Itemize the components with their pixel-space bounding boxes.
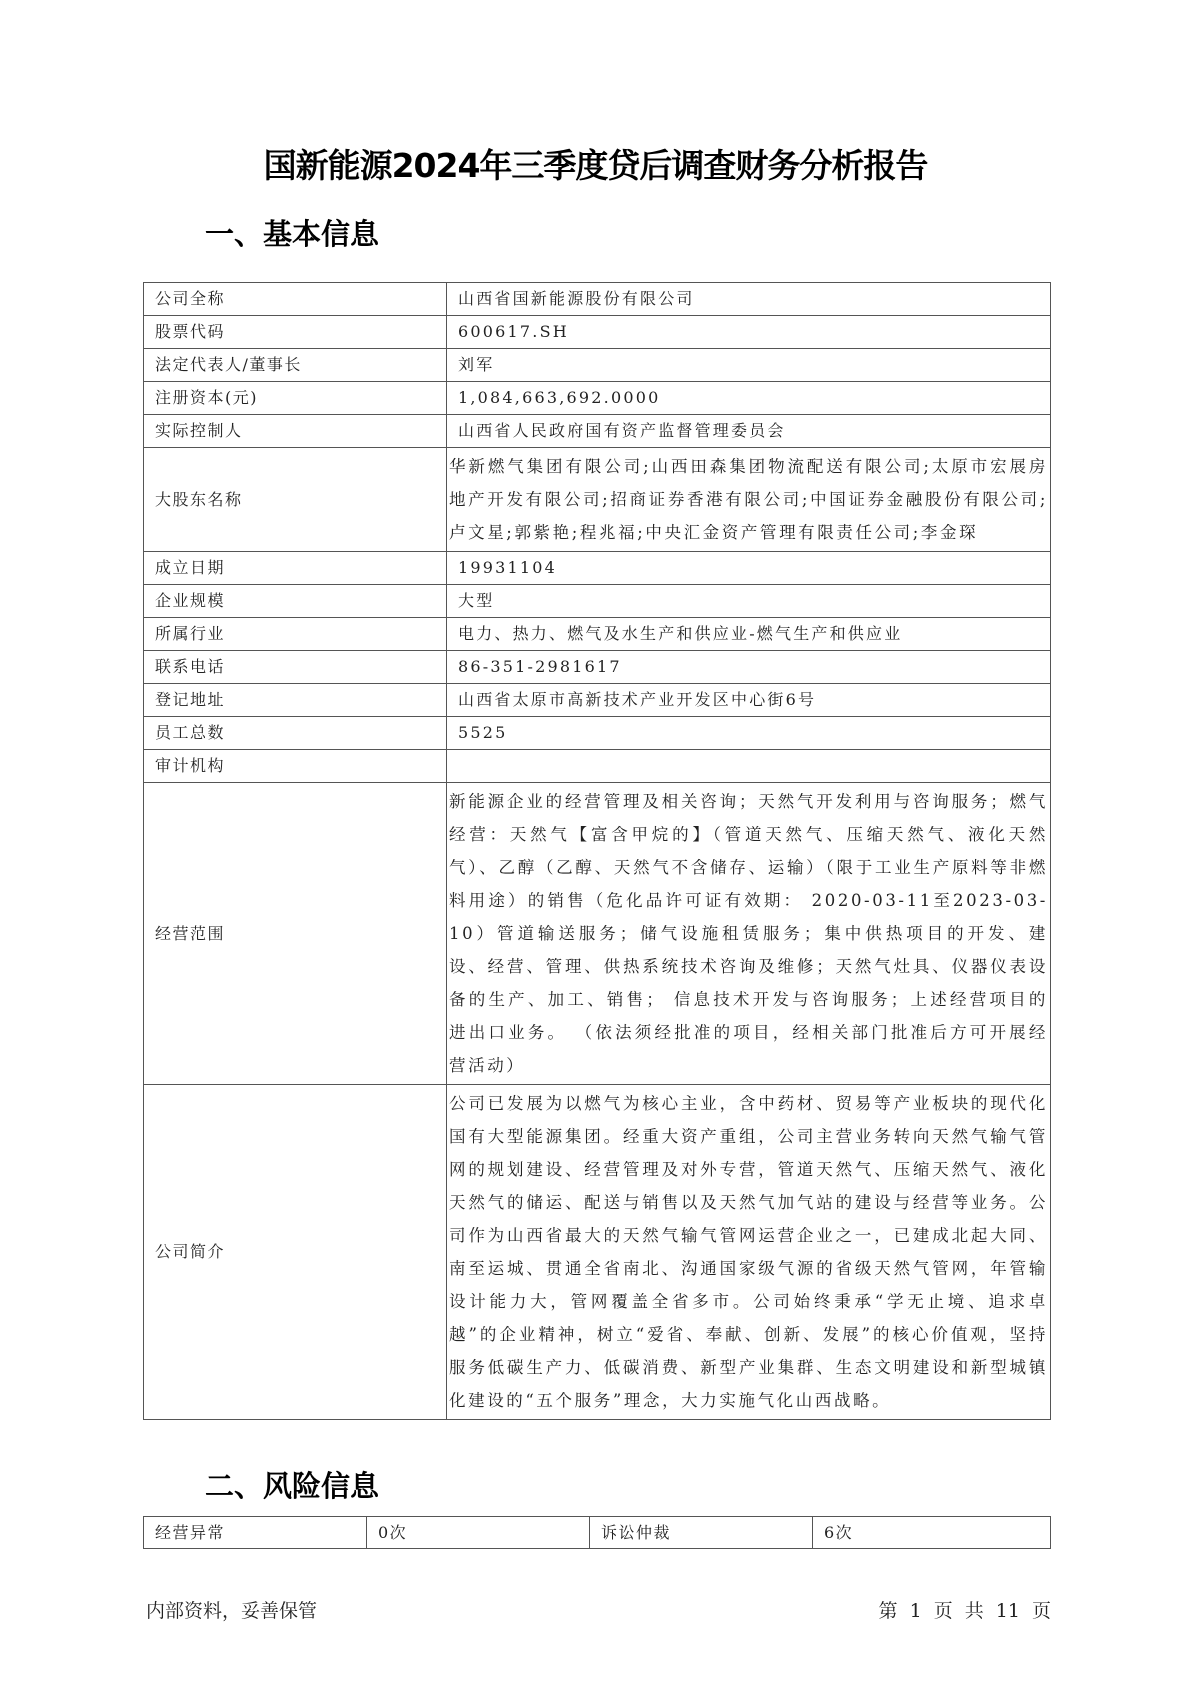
row-label: 成立日期 xyxy=(144,552,447,585)
table-row xyxy=(144,651,1051,684)
table-row xyxy=(144,1517,1051,1549)
footer-page-number: 第 1 页 共 11 页 xyxy=(878,1600,1051,1622)
table-row xyxy=(144,1085,1051,1420)
row-label: 经营范围 xyxy=(144,783,447,1085)
table-row xyxy=(144,618,1051,651)
row-value: 华新燃气集团有限公司;山西田森集团物流配送有限公司;太原市宏展房地产开发有限公司;招商证券香港有限公司;中国证券金融股份有限公司;卢文星;郭紫艳;程兆福;中央汇金资产管理有限责任公司;李金琛 xyxy=(447,448,1051,552)
row-label: 所属行业 xyxy=(144,618,447,651)
risk-label-litigation: 诉讼仲裁 xyxy=(590,1517,813,1549)
row-label: 公司全称 xyxy=(144,283,447,316)
row-label: 企业规模 xyxy=(144,585,447,618)
row-value: 大型 xyxy=(447,585,1051,618)
basic-info-table xyxy=(143,282,1051,1420)
row-value: 山西省太原市高新技术产业开发区中心街6号 xyxy=(447,684,1051,717)
risk-label-business-anomaly: 经营异常 xyxy=(144,1517,367,1549)
row-value: 5525 xyxy=(447,717,1051,750)
table-row xyxy=(144,585,1051,618)
table-row xyxy=(144,349,1051,382)
row-label: 登记地址 xyxy=(144,684,447,717)
risk-value-litigation: 6次 xyxy=(813,1517,1051,1549)
row-value: 86-351-2981617 xyxy=(447,651,1051,684)
row-label: 员工总数 xyxy=(144,717,447,750)
table-row xyxy=(144,382,1051,415)
report-title: 国新能源2024年三季度贷后调查财务分析报告 xyxy=(263,146,928,185)
row-label: 实际控制人 xyxy=(144,415,447,448)
footer-confidential-note: 内部资料，妥善保管 xyxy=(146,1600,318,1622)
row-value: 1,084,663,692.0000 xyxy=(447,382,1051,415)
section-heading-risk-info: 二、风险信息 xyxy=(205,1469,380,1503)
row-value xyxy=(447,750,1051,783)
row-label: 审计机构 xyxy=(144,750,447,783)
row-label: 联系电话 xyxy=(144,651,447,684)
row-label: 股票代码 xyxy=(144,316,447,349)
row-value: 19931104 xyxy=(447,552,1051,585)
row-value: 新能源企业的经营管理及相关咨询；天然气开发利用与咨询服务；燃气经营：天然气【富含甲烷的】（管道天然气、压缩天然气、液化天然气）、乙醇（乙醇、天然气不含储存、运输）（限于工业生产原料等非燃料用途）的销售（危化品许可证有效期： 2020-03-11至2023-03-10）管道输送服务；储气设施租赁服务；集中供热项目的开发、建设、经营、管理、供热系统技术咨询及维修；天然气灶具、仪器仪表设备的生产、加工、销售； 信息技术开发与咨询服务；上述经营项目的进出口业务。 （依法须经批准的项目，经相关部门批准后方可开展经营活动） xyxy=(447,783,1051,1085)
table-row xyxy=(144,783,1051,1085)
table-row xyxy=(144,316,1051,349)
risk-info-table xyxy=(143,1516,1051,1549)
row-label: 法定代表人/董事长 xyxy=(144,349,447,382)
row-label: 注册资本(元) xyxy=(144,382,447,415)
row-value: 山西省人民政府国有资产监督管理委员会 xyxy=(447,415,1051,448)
section-heading-basic-info: 一、基本信息 xyxy=(205,217,380,251)
row-label: 大股东名称 xyxy=(144,448,447,552)
row-value: 山西省国新能源股份有限公司 xyxy=(447,283,1051,316)
row-value: 电力、热力、燃气及水生产和供应业-燃气生产和供应业 xyxy=(447,618,1051,651)
table-row xyxy=(144,283,1051,316)
table-row xyxy=(144,750,1051,783)
table-row xyxy=(144,415,1051,448)
row-label: 公司简介 xyxy=(144,1085,447,1420)
table-row xyxy=(144,717,1051,750)
table-row xyxy=(144,448,1051,552)
table-row xyxy=(144,684,1051,717)
risk-value-business-anomaly: 0次 xyxy=(367,1517,590,1549)
row-value: 600617.SH xyxy=(447,316,1051,349)
row-value: 公司已发展为以燃气为核心主业，含中药材、贸易等产业板块的现代化国有大型能源集团。经重大资产重组，公司主营业务转向天然气输气管网的规划建设、经营管理及对外专营，管道天然气、压缩天然气、液化天然气的储运、配送与销售以及天然气加气站的建设与经营等业务。公司作为山西省最大的天然气输气管网运营企业之一，已建成北起大同、南至运城、贯通全省南北、沟通国家级气源的省级天然气管网，年管输设计能力大，管网覆盖全省多市。公司始终秉承“学无止境、追求卓越”的企业精神，树立“爱省、奉献、创新、发展”的核心价值观，坚持服务低碳生产力、低碳消费、新型产业集群、生态文明建设和新型城镇化建设的“五个服务”理念，大力实施气化山西战略。 xyxy=(447,1085,1051,1420)
row-value: 刘军 xyxy=(447,349,1051,382)
table-row xyxy=(144,552,1051,585)
